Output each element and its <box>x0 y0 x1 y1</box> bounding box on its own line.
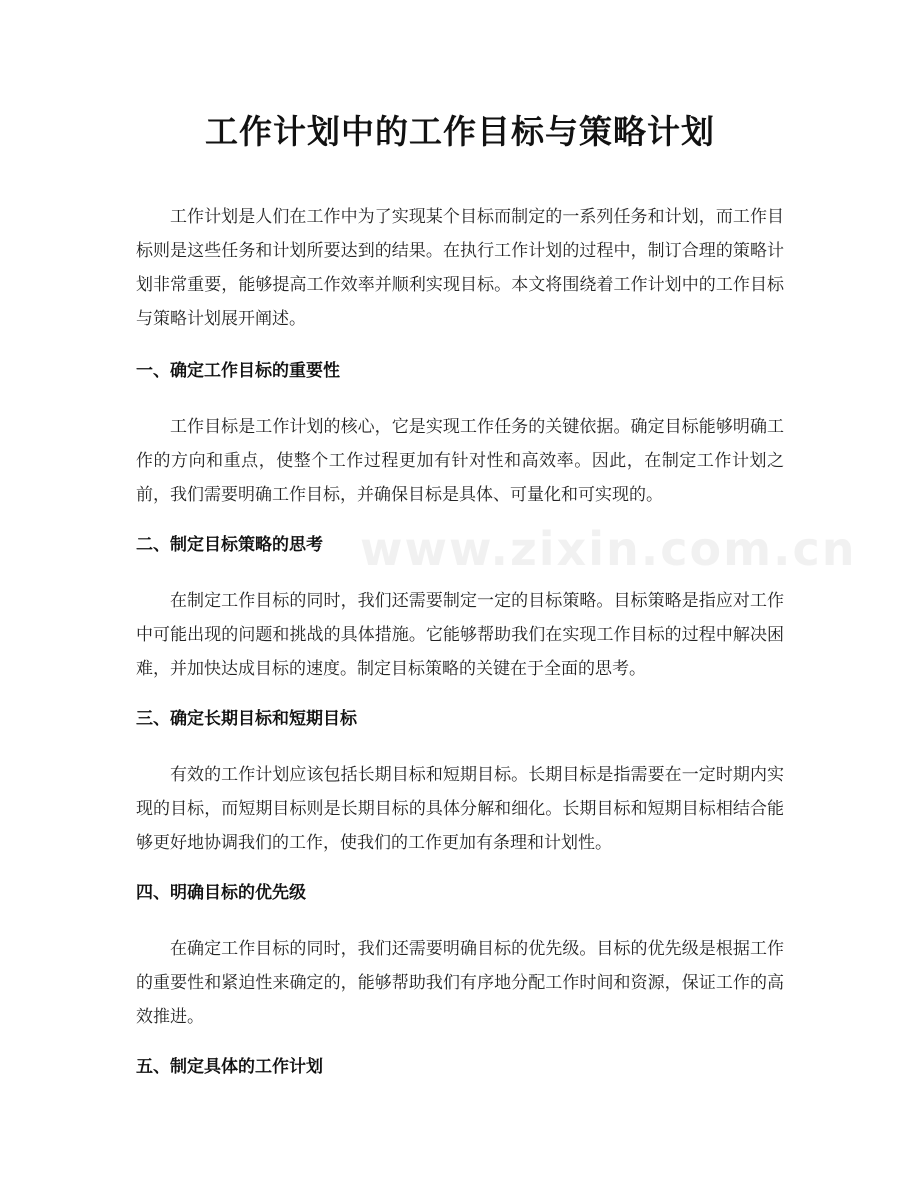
section-paragraph: 在确定工作目标的同时，我们还需要明确目标的优先级。目标的优先级是根据工作的重要性和紧迫性来确定的，能够帮助我们有序地分配工作时间和资源，保证工作的高效推进。 <box>136 939 784 1027</box>
section-paragraph: 有效的工作计划应该包括长期目标和短期目标。长期目标是指需要在一定时期内实现的目标，而短期目标则是长期目标的具体分解和细化。长期目标和短期目标相结合能够更好地协调我们的工作，使我们的工作更加有条理和计划性。 <box>136 765 784 853</box>
section-heading: 四、明确目标的优先级 <box>136 883 306 903</box>
section-heading: 二、制定目标策略的思考 <box>136 535 323 555</box>
section-3 <box>136 702 784 860</box>
section-heading: 五、制定具体的工作计划 <box>136 1057 323 1077</box>
document-title: 工作计划中的工作目标与策略计划 <box>205 112 715 151</box>
intro-section <box>136 200 784 336</box>
section-4 <box>136 876 784 1034</box>
section-heading: 一、确定工作目标的重要性 <box>136 361 340 381</box>
watermark: www.zixin.com.cn <box>360 522 857 576</box>
section-1 <box>136 354 784 512</box>
section-paragraph: 工作目标是工作计划的核心，它是实现工作任务的关键依据。确定目标能够明确工作的方向和重点，使整个工作过程更加有针对性和高效率。因此，在制定工作计划之前，我们需要明确工作目标，并确保目标是具体、可量化和可实现的。 <box>136 417 784 505</box>
section-paragraph: 在制定工作目标的同时，我们还需要制定一定的目标策略。目标策略是指应对工作中可能出现的问题和挑战的具体措施。它能够帮助我们在实现工作目标的过程中解决困难，并加快达成目标的速度。制定目标策略的关键在于全面的思考。 <box>136 591 784 679</box>
intro-paragraph: 工作计划是人们在工作中为了实现某个目标而制定的一系列任务和计划，而工作目标则是这些任务和计划所要达到的结果。在执行工作计划的过程中，制订合理的策略计划非常重要，能够提高工作效率并顺利实现目标。本文将围绕着工作计划中的工作目标与策略计划展开阐述。 <box>136 207 784 329</box>
section-list <box>136 354 784 1084</box>
section-2 <box>136 528 784 686</box>
section-heading: 三、确定长期目标和短期目标 <box>136 709 357 729</box>
section-5 <box>136 1050 784 1084</box>
